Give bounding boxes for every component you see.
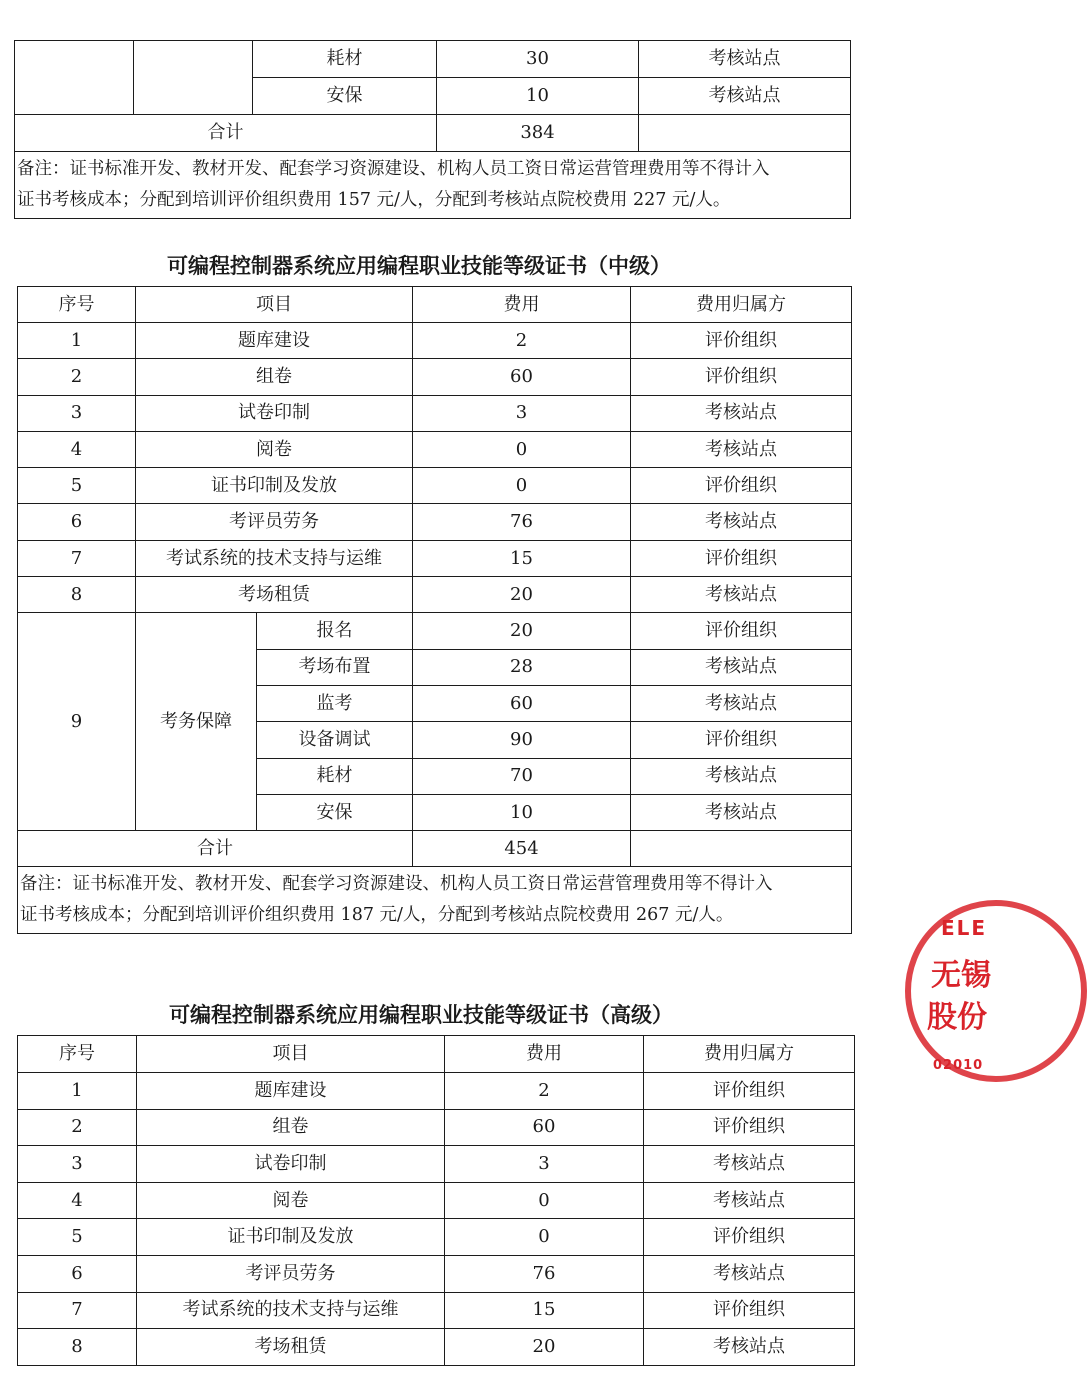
fee-table-previous-tail <box>14 40 851 219</box>
table-row <box>18 504 852 540</box>
no-cell: 2 <box>18 359 136 395</box>
fee-cell: 0 <box>445 1219 644 1256</box>
sub-item-cell: 报名 <box>257 613 413 649</box>
owner-cell: 评价组织 <box>644 1109 855 1146</box>
no-cell: 4 <box>18 1182 137 1219</box>
fee-table-intermediate <box>17 286 852 934</box>
header-no: 序号 <box>18 1036 137 1073</box>
table-row <box>18 1255 855 1292</box>
item-cell: 考评员劳务 <box>136 504 413 540</box>
owner-cell: 考核站点 <box>631 395 852 431</box>
total-value-cell: 384 <box>437 115 639 152</box>
header-fee: 费用 <box>445 1036 644 1073</box>
table-row <box>18 359 852 395</box>
item-cell: 证书印制及发放 <box>136 468 413 504</box>
note-row <box>15 152 851 219</box>
group-name-cell: 考务保障 <box>136 613 257 831</box>
header-row <box>18 1036 855 1073</box>
no-cell: 1 <box>18 1073 137 1110</box>
sub-item-cell: 耗材 <box>257 758 413 794</box>
seal-text-number: 02010 <box>933 1058 984 1073</box>
owner-cell: 考核站点 <box>644 1146 855 1183</box>
fee-cell: 76 <box>445 1255 644 1292</box>
item-cell: 考试系统的技术支持与运维 <box>136 540 413 576</box>
note-row <box>18 867 852 934</box>
fee-cell: 0 <box>413 468 631 504</box>
table-row <box>18 1109 855 1146</box>
total-label-cell: 合计 <box>15 115 437 152</box>
seal-text-mid: 无锡 <box>931 958 991 993</box>
table-row <box>18 1219 855 1256</box>
no-cell: 7 <box>18 540 136 576</box>
total-label-cell: 合计 <box>18 831 413 867</box>
fee-cell: 2 <box>413 323 631 359</box>
header-row <box>18 287 852 323</box>
note-cell <box>18 867 852 934</box>
table-row <box>18 1292 855 1329</box>
table-row <box>18 431 852 467</box>
fee-cell: 0 <box>413 431 631 467</box>
owner-cell: 评价组织 <box>644 1073 855 1110</box>
owner-cell: 评价组织 <box>631 323 852 359</box>
table-title-advanced: 可编程控制器系统应用编程职业技能等级证书（高级） <box>169 1002 673 1027</box>
note-line: 备注：证书标准开发、教材开发、配套学习资源建设、机构人员工资日常运营管理费用等不得计入 <box>17 159 770 179</box>
fee-cell: 90 <box>413 722 631 758</box>
owner-cell: 评价组织 <box>631 613 852 649</box>
owner-cell: 评价组织 <box>631 359 852 395</box>
no-cell: 4 <box>18 431 136 467</box>
item-cell: 试卷印制 <box>136 395 413 431</box>
owner-cell: 考核站点 <box>631 794 852 830</box>
fee-cell: 3 <box>413 395 631 431</box>
fee-cell: 76 <box>413 504 631 540</box>
fee-cell: 20 <box>413 577 631 613</box>
owner-cell: 考核站点 <box>644 1329 855 1366</box>
group-sub-row <box>18 613 852 649</box>
item-cell: 阅卷 <box>137 1182 445 1219</box>
owner-cell: 评价组织 <box>644 1292 855 1329</box>
empty-owner-cell <box>631 831 852 867</box>
no-cell: 3 <box>18 395 136 431</box>
note-line: 证书考核成本；分配到培训评价组织费用 187 元/人，分配到考核站点院校费用 267 元/人。 <box>20 905 734 926</box>
fee-cell: 0 <box>445 1182 644 1219</box>
fee-cell: 28 <box>413 649 631 685</box>
item-cell: 阅卷 <box>136 431 413 467</box>
item-cell: 证书印制及发放 <box>137 1219 445 1256</box>
item-cell: 试卷印制 <box>137 1146 445 1183</box>
fee-cell: 60 <box>413 359 631 395</box>
table-row <box>18 468 852 504</box>
no-cell: 5 <box>18 468 136 504</box>
table-row <box>18 395 852 431</box>
fee-cell: 15 <box>445 1292 644 1329</box>
header-item: 项目 <box>136 287 413 323</box>
no-cell: 6 <box>18 1255 137 1292</box>
fee-cell: 10 <box>437 78 639 115</box>
no-cell: 3 <box>18 1146 137 1183</box>
note-line: 证书考核成本；分配到培训评价组织费用 157 元/人，分配到考核站点院校费用 227 元/人。 <box>17 190 731 210</box>
item-cell: 考评员劳务 <box>137 1255 445 1292</box>
sub-item-cell: 考场布置 <box>257 649 413 685</box>
sub-item-cell: 设备调试 <box>257 722 413 758</box>
fee-cell: 15 <box>413 540 631 576</box>
fee-cell: 2 <box>445 1073 644 1110</box>
fee-cell: 60 <box>445 1109 644 1146</box>
header-item: 项目 <box>137 1036 445 1073</box>
company-seal <box>905 900 1055 1080</box>
no-cell: 8 <box>18 577 136 613</box>
fee-cell: 70 <box>413 758 631 794</box>
owner-cell: 考核站点 <box>644 1182 855 1219</box>
item-cell: 耗材 <box>253 41 437 78</box>
item-cell: 安保 <box>253 78 437 115</box>
owner-cell: 考核站点 <box>631 431 852 467</box>
table-row <box>18 577 852 613</box>
table-title-intermediate: 可编程控制器系统应用编程职业技能等级证书（中级） <box>167 253 671 278</box>
header-fee: 费用 <box>413 287 631 323</box>
owner-cell: 考核站点 <box>631 649 852 685</box>
table-row <box>15 41 851 78</box>
group-no-cell: 9 <box>18 613 136 831</box>
no-cell: 8 <box>18 1329 137 1366</box>
owner-cell: 考核站点 <box>631 685 852 721</box>
no-cell: 1 <box>18 323 136 359</box>
table-row <box>18 1182 855 1219</box>
header-owner: 费用归属方 <box>631 287 852 323</box>
owner-cell: 考核站点 <box>639 78 851 115</box>
fee-cell: 20 <box>413 613 631 649</box>
fee-cell: 10 <box>413 794 631 830</box>
table-row <box>18 1073 855 1110</box>
table-row <box>18 1329 855 1366</box>
item-cell: 组卷 <box>136 359 413 395</box>
owner-cell: 考核站点 <box>631 577 852 613</box>
header-owner: 费用归属方 <box>644 1036 855 1073</box>
owner-cell: 考核站点 <box>639 41 851 78</box>
fee-cell: 30 <box>437 41 639 78</box>
owner-cell: 评价组织 <box>631 722 852 758</box>
no-cell: 2 <box>18 1109 137 1146</box>
empty-no-cell <box>15 41 134 115</box>
fee-cell: 20 <box>445 1329 644 1366</box>
seal-text-low: 股份 <box>927 1000 987 1035</box>
item-cell: 题库建设 <box>137 1073 445 1110</box>
no-cell: 5 <box>18 1219 137 1256</box>
note-line: 备注：证书标准开发、教材开发、配套学习资源建设、机构人员工资日常运营管理费用等不得计入 <box>20 874 773 895</box>
owner-cell: 评价组织 <box>644 1219 855 1256</box>
sub-item-cell: 监考 <box>257 685 413 721</box>
seal-text-top: ELE <box>941 916 988 940</box>
total-value-cell: 454 <box>413 831 631 867</box>
owner-cell: 评价组织 <box>631 468 852 504</box>
fee-table-advanced <box>17 1035 855 1366</box>
item-cell: 考场租赁 <box>136 577 413 613</box>
no-cell: 7 <box>18 1292 137 1329</box>
header-no: 序号 <box>18 287 136 323</box>
table-row <box>18 323 852 359</box>
item-cell: 考场租赁 <box>137 1329 445 1366</box>
total-row <box>18 831 852 867</box>
empty-owner-cell <box>639 115 851 152</box>
item-cell: 组卷 <box>137 1109 445 1146</box>
no-cell: 6 <box>18 504 136 540</box>
item-cell: 考试系统的技术支持与运维 <box>137 1292 445 1329</box>
fee-cell: 3 <box>445 1146 644 1183</box>
owner-cell: 考核站点 <box>631 504 852 540</box>
table-row <box>18 1146 855 1183</box>
empty-group-cell <box>134 41 253 115</box>
owner-cell: 考核站点 <box>631 758 852 794</box>
total-row <box>15 115 851 152</box>
owner-cell: 考核站点 <box>644 1255 855 1292</box>
fee-cell: 60 <box>413 685 631 721</box>
sub-item-cell: 安保 <box>257 794 413 830</box>
table-row <box>18 540 852 576</box>
item-cell: 题库建设 <box>136 323 413 359</box>
note-cell <box>15 152 851 219</box>
owner-cell: 评价组织 <box>631 540 852 576</box>
